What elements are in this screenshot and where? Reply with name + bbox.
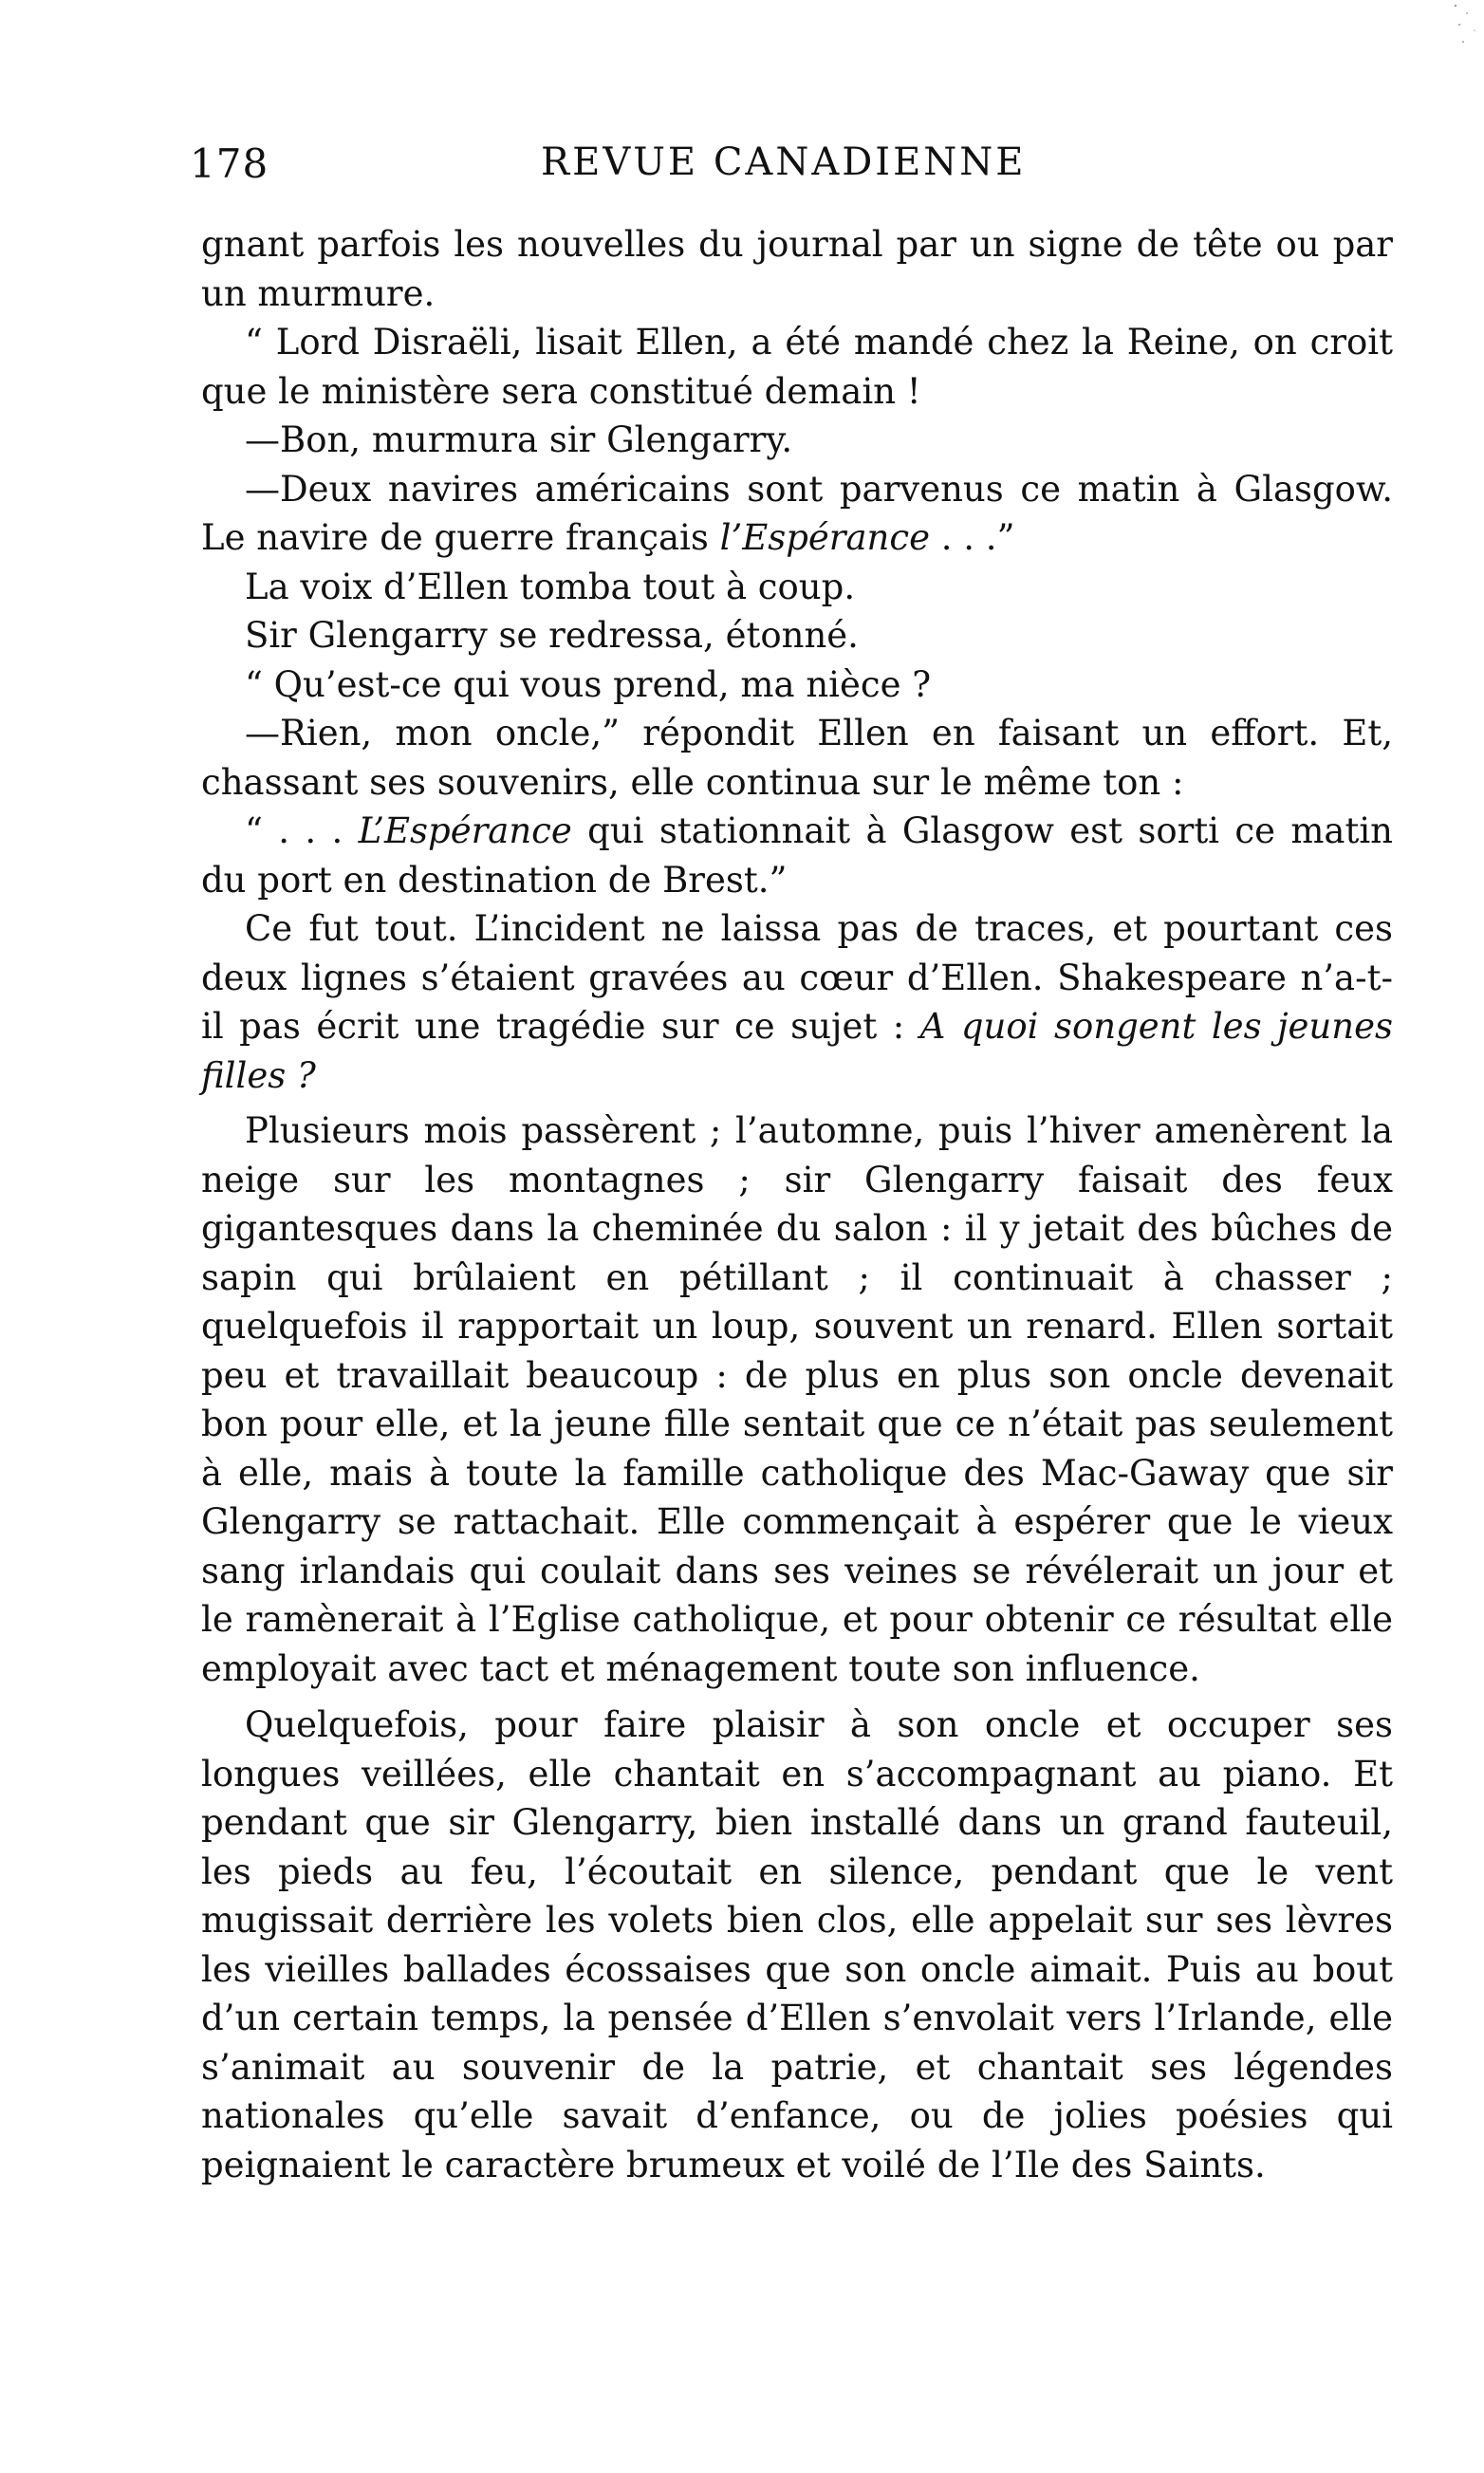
paragraph: Plusieurs mois passèrent ; l’automne, puis l’hiver amenèrent la neige sur les montagnes ; sir Glengarry faisait des feux gigantesques dans la cheminée du salon : il y jetait des bûches de sapin qui brûlaient en pétillant ; il continuait à chasser ; quelquefois il rapportait un loup, souvent un renard. Ellen sortait peu et travaillait beaucoup : de plus en plus son oncle devenait bon pour elle, et la jeune fille sentait que ce n’était pas seulement à elle, mais à toute la famille catholique des Mac-Gaway que sir Glengarry se rattachait. Elle commençait à espérer que le vieux sang irlandais qui coulait dans ses veines se révélerait un jour et le ramènerait à l’Eglise catholique, et pour obtenir ce résultat elle employait avec tact et ménagement toute son influence. [201, 1110, 1393, 1689]
italic-title: L’Espérance [358, 810, 572, 851]
italic-title: l’Espérance [719, 517, 930, 558]
body-text [201, 220, 1393, 2189]
scan-speck-marks [1446, 0, 1484, 57]
paragraph-text: —Deux navires américains sont parvenus ce matin à Glasgow. Le navire de guerre français [201, 468, 1393, 558]
paragraph: gnant parfois les nouvelles du journal par un signe de tête ou par un murmure. [201, 224, 1393, 314]
paragraph-text: qui stationnait à Glasgow est sorti ce matin du port en destination de Brest.” [201, 810, 1393, 901]
paragraph-text: . . .” [930, 517, 1015, 558]
paragraph [201, 904, 1393, 1100]
running-head: REVUE CANADIENNE [541, 140, 1027, 184]
paragraph-text: “ . . . [245, 810, 359, 851]
paragraph: —Rien, mon oncle,” répondit Ellen en faisant un effort. Et, chassant ses souvenirs, elle continua sur le même ton : [201, 713, 1393, 803]
paragraph: “ Qu’est-ce qui vous prend, ma nièce ? [245, 663, 932, 705]
page-number: 178 [190, 140, 269, 187]
paragraph: Sir Glengarry se redressa, étonné. [245, 615, 859, 656]
italic-title: A quoi songent les jeunes filles ? [201, 1006, 1393, 1096]
paragraph: La voix d’Ellen tomba tout à coup. [245, 566, 856, 607]
paragraph: Quelquefois, pour faire plaisir à son oncle et occuper ses longues veillées, elle chantait en s’accompagnant au piano. Et pendant que sir Glengarry, bien installé dans un grand fauteuil, les pieds au feu, l’écoutait en silence, pendant que le vent mugissait derrière les volets bien clos, elle appelait sur ses lèvres les vieilles ballades écossaises que son oncle aimait. Puis au bout d’un certain temps, la pensée d’Ellen s’envolait vers l’Irlande, elle s’animait au souvenir de la patrie, et chantait ses légendes nationales qu’elle savait d’enfance, ou de jolies poésies qui peignaient le caractère brumeux et voilé de l’Ile des Saints. [201, 1704, 1393, 2185]
page-header [190, 140, 1404, 197]
paragraph: —Bon, murmura sir Glengarry. [245, 419, 793, 460]
paragraph [201, 807, 1393, 904]
paragraph: “ Lord Disraëli, lisait Ellen, a été mandé chez la Reine, on croit que le ministère sera constitué demain ! [201, 322, 1393, 412]
paragraph-text: Ce fut tout. L’incident ne laissa pas de traces, et pourtant ces deux lignes s’étaient gravées au cœur d’Ellen. Shakespeare n’a-t-il pas écrit une tragédie sur ce sujet : [201, 908, 1393, 1047]
paragraph [201, 465, 1393, 563]
